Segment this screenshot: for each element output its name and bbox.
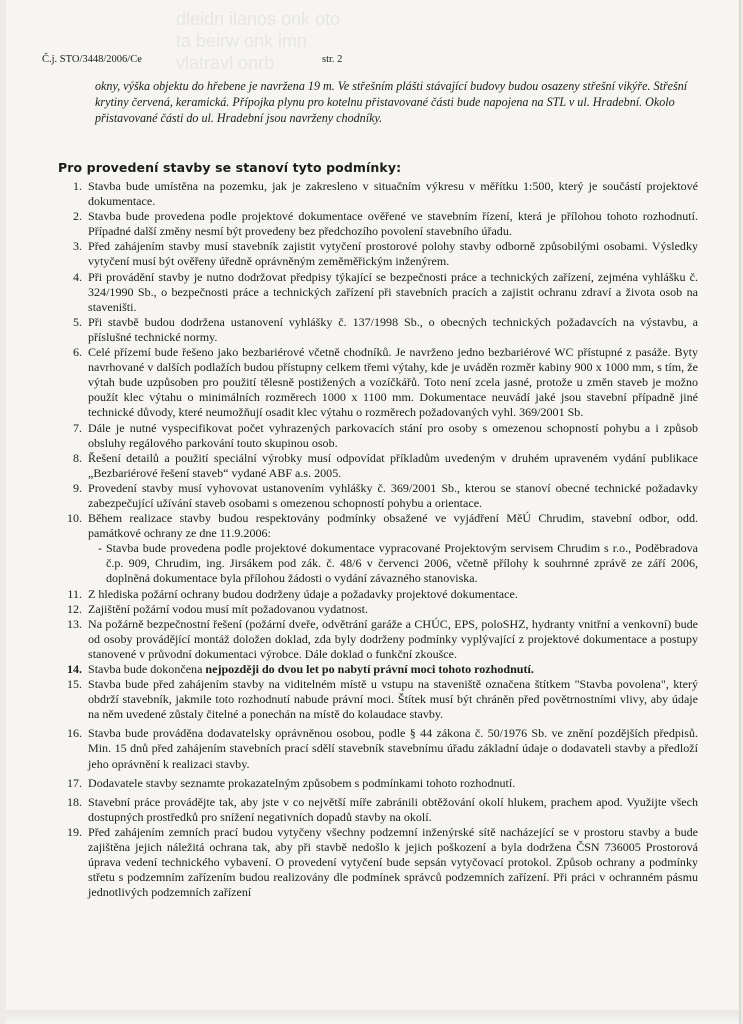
condition-text: Zajištění požární vodou musí mít požadovanou vydatnost. bbox=[88, 601, 369, 616]
condition-text: Stavba bude provedena podle projektové dokumentace ověřené ve stavebním řízení, která je přílohou tohoto rozhodnutí. Případné další změny nesmí být provedeny bez předchozího povolení stavebního úřadu. bbox=[88, 209, 698, 239]
bleed-through-line: ta beirw onk imn bbox=[176, 31, 308, 51]
condition-item bbox=[38, 451, 698, 481]
condition-item bbox=[38, 209, 698, 239]
condition-text: Dále je nutné vyspecifikovat počet vyhrazených parkovacích stání pro osoby s omezenou schopností pohybu a i způsob obsluhy regálového parkování touto skupinou osob. bbox=[88, 420, 698, 450]
condition-item bbox=[38, 677, 698, 722]
condition-item bbox=[38, 617, 698, 662]
condition-text: Celé přízemí bude řešeno jako bezbariérové včetně chodníků. Je navrženo jedno bezbariérové WC přístupné z pasáže. Byty navrhované v dalších podlažích budou přístupny celkem třemi výtahy, kde je uváděn rozměr kabiny 900 x 1000 mm, s tím, že výtah bude uzpůsoben pro použití tělesně postižených a vozíčkářů. Toto není zcela jasné, protože u změn staveb je možno použít klec výtahu o minimálních rozměrech 1000 x 1100 mm. Dokumentace neuvádí jaké jsou stavební případně jiné technické důvody, které neumožňují osadit klec výtahu o rozměrech požadovaných vyhl. 369/2001 Sb. bbox=[88, 345, 698, 420]
condition-deadline: nejpozději do dvou let po nabytí právní moci tohoto rozhodnutí. bbox=[205, 662, 534, 676]
condition-item bbox=[38, 726, 698, 771]
condition-text: Během realizace stavby budou respektovány podmínky obsažené ve vyjádření MěÚ Chrudim, stavební odbor, odd. památkové ochrany ze dne 11.9.2006: bbox=[88, 511, 698, 541]
condition-number: 11. bbox=[67, 586, 82, 601]
conditions-heading: Pro provedení stavby se stanoví tyto podmínky: bbox=[58, 160, 402, 175]
condition-number: 9. bbox=[72, 480, 82, 495]
page-number: str. 2 bbox=[322, 54, 343, 65]
condition-text: Řešení detailů a použití speciální výrobky musí odpovídat příkladům uvedeným v druhém upraveném vydání publikace „Bezbariérové řešení staveb“ vydané ABF a.s. 2005. bbox=[88, 450, 698, 480]
condition-item bbox=[38, 315, 698, 345]
condition-text: Na požárně bezpečnostní řešení (požární dveře, odvětrání garáže a CHÚC, EPS, poloSHZ, hydranty vnitřní a venkovní) bude od osoby provádějící montáž doložen doklad, zda byly dodrženy podmínky vyplývající z projektové dokumentace a postupy stanovené v průvodní dokumentaci výrobce. Dále doklad o funkční zkoušce. bbox=[88, 616, 698, 661]
condition-number: 1. bbox=[72, 179, 82, 193]
condition-text: Při stavbě budou dodržena ustanovení vyhlášky č. 137/1998 Sb., o obecných technických požadavcích na výstavbu, a příslušné technické normy. bbox=[88, 314, 698, 344]
condition-number: 16. bbox=[66, 726, 82, 741]
condition-number: 10. bbox=[66, 511, 82, 526]
condition-item bbox=[38, 795, 698, 825]
document-page bbox=[6, 0, 741, 1024]
condition-item bbox=[38, 421, 698, 451]
condition-number: 4. bbox=[72, 269, 82, 284]
condition-text: Stavební práce provádějte tak, aby jste v co největší míře zabránili obtěžování okolí hlukem, prachem apod. Využijte všech dostupných prostředků pro snížení negativních dopadů stavby na okolí. bbox=[88, 794, 698, 824]
condition-item bbox=[38, 270, 698, 315]
condition-number: 6. bbox=[72, 345, 82, 360]
condition-item bbox=[38, 345, 698, 420]
condition-number: 2. bbox=[72, 209, 82, 224]
condition-item bbox=[38, 587, 698, 602]
condition-text: Stavba bude před zahájením stavby na viditelném místě u vstupu na staveniště označena štítkem "Stavba povolena", který obdrží stavebník, jakmile toto rozhodnutí nabude právní moci. Štítek musí být chráněn před povětrnostními vlivy, aby údaje na něm uvedené zůstaly čitelné a ponechán na místě do kolaudace stavby. bbox=[88, 677, 698, 722]
condition-text: Provedení stavby musí vyhovovat ustanovením vyhlášky č. 369/2001 Sb., kterou se stanoví obecné technické požadavky zabezpečující užívání staveb osobami s omezenou schopností pohybu a orientace. bbox=[88, 480, 698, 510]
condition-number: 7. bbox=[72, 420, 82, 435]
condition-item bbox=[38, 662, 698, 677]
condition-item bbox=[38, 776, 698, 791]
page-edge bbox=[739, 0, 741, 1024]
bleed-through-line: vlatravl onrb bbox=[176, 53, 275, 73]
condition-number: 15. bbox=[66, 677, 82, 692]
condition-item bbox=[38, 179, 698, 209]
condition-subitem: - Stavba bude provedena podle projektové dokumentace vypracované Projektovým servisem Chrudim s r.o., Poděbradova č.p. 909, Chrudim, ing. Jirsákem pod zák. č. 48/6 v červenci 2006, včetně přílohy k souhrnné zprávě ze září 2006, doplněná dokumentace byla přílohou žádosti o vydání závazného stanoviska. bbox=[98, 541, 698, 586]
condition-text: Stavba bude umístěna na pozemku, jak je zakresleno v situačním výkresu v měřítku 1:500, který je součástí projektové dokumentace. bbox=[88, 179, 698, 209]
condition-number: 14. bbox=[66, 662, 82, 676]
condition-text: Před zahájením stavby musí stavebník zajistit vytyčení prostorové polohy stavby odborně způsobilými osobami. Výsledky vytyčení musí být ověřeny úředně oprávněným zeměměřickým inženýrem. bbox=[88, 239, 698, 269]
condition-item bbox=[38, 481, 698, 511]
bleed-through-line: dleidn ilanos onk oto bbox=[176, 9, 341, 29]
condition-number: 17. bbox=[66, 775, 82, 790]
condition-number: 3. bbox=[72, 239, 82, 254]
condition-number: 19. bbox=[66, 824, 82, 839]
page-bottom-shadow bbox=[6, 1010, 741, 1024]
condition-item bbox=[38, 511, 698, 541]
condition-text bbox=[88, 662, 698, 677]
condition-item bbox=[38, 825, 698, 900]
condition-text-part: Stavba bude dokončena bbox=[88, 662, 206, 676]
intro-text: okny, výška objektu do hřebene je navržena 19 m. Ve střešním plášti stávající budovy budou osazeny střešní vikýře. Střešní krytiny červená, keramická. Přípojka plynu pro kotelnu přistavované části bude napojena na STL v ul. Hradební. Okolo přistavované části do ul. Hradební jsou navrženy chodníky. bbox=[95, 79, 688, 125]
intro-paragraph bbox=[95, 78, 697, 126]
condition-number: 18. bbox=[66, 794, 82, 809]
condition-text: Před zahájením zemních prací budou vytyčeny všechny podzemní inženýrské sítě nacházející se v prostoru stavby a bude zajištěna jejich náležitá ochrana tak, aby při stavbě nedošlo k jejich poškození a byla dodržena ČSN 736005 Prostorová úprava vedení technického vybavení. O provedení vytyčení bude sepsán vytyčovací protokol. Způsob ochrany a podmínky střetu s podzemním zařízením budou realizovány dle podmínek správců podzemních zařízení. Při práci v ochranném pásmu jednotlivých podzemních zařízení bbox=[88, 824, 698, 900]
condition-number: 5. bbox=[72, 314, 82, 329]
condition-text: Dodavatele stavby seznamte prokazatelným způsobem s podmínkami tohoto rozhodnutí. bbox=[88, 775, 516, 790]
condition-number: 8. bbox=[72, 450, 82, 465]
condition-item bbox=[38, 602, 698, 617]
condition-number: 13. bbox=[66, 616, 82, 631]
reference-number: Č.j. STO/3448/2006/Ce bbox=[42, 54, 142, 65]
conditions-list bbox=[38, 179, 698, 900]
condition-text: Stavba bude prováděna dodavatelsky oprávněnou osobou, podle § 44 zákona č. 50/1976 Sb. ve znění pozdějších předpisů. Min. 15 dnů před zahájením stavebních prací sdělí stavebník stavebnímu úřadu základní údaje o dodavateli stavby a předloží jeho oprávnění k realizaci stavby. bbox=[88, 726, 698, 771]
condition-text: Z hlediska požární ochrany budou dodrženy údaje a požadavky projektové dokumentace. bbox=[88, 586, 518, 601]
condition-item bbox=[38, 239, 698, 269]
condition-number: 12. bbox=[66, 601, 82, 616]
condition-text: Při provádění stavby je nutno dodržovat předpisy týkající se bezpečnosti práce a technických zařízení, zejména vyhlášku č. 324/1990 Sb., o bezpečnosti práce a technických zařízení při stavebních pracích a zajistit ochranu zdraví a života osob na staveništi. bbox=[88, 269, 698, 314]
